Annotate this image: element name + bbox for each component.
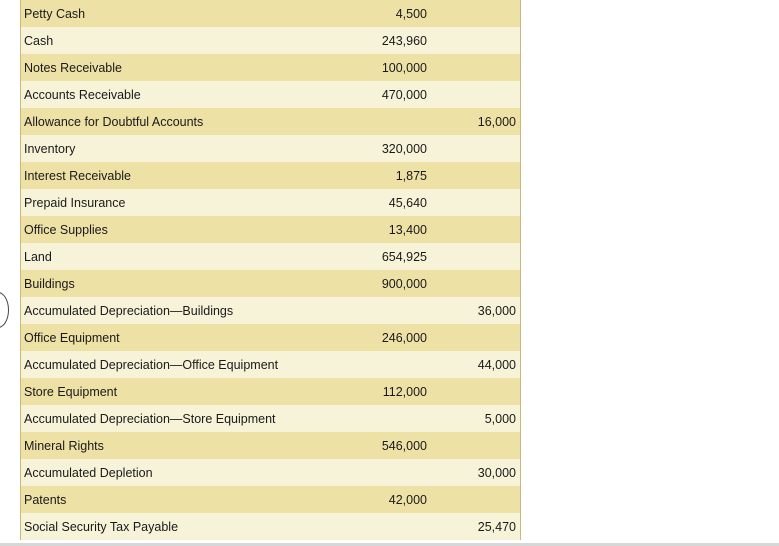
account-name: Inventory <box>24 141 76 156</box>
debit-amount: 1,875 <box>395 168 427 183</box>
debit-amount: 4,500 <box>395 6 427 21</box>
debit-amount: 654,925 <box>381 249 427 264</box>
account-name: Cash <box>24 33 54 48</box>
table-row <box>21 27 520 54</box>
table-row <box>21 432 520 459</box>
table-row <box>21 351 520 378</box>
account-name: Interest Receivable <box>24 168 132 183</box>
debit-amount: 13,400 <box>388 222 427 237</box>
table-row <box>21 513 520 540</box>
table-row <box>21 324 520 351</box>
account-name: Accounts Receivable <box>24 87 141 102</box>
account-name: Accumulated Depletion <box>24 465 153 480</box>
credit-amount: 25,470 <box>477 519 516 534</box>
debit-amount: 45,640 <box>388 195 427 210</box>
table-row <box>21 54 520 81</box>
account-name: Accumulated Depreciation—Store Equipment <box>24 411 276 426</box>
debit-amount: 42,000 <box>388 492 427 507</box>
table-row <box>21 405 520 432</box>
trial-balance-table <box>20 0 521 540</box>
account-name: Social Security Tax Payable <box>24 519 179 534</box>
account-name: Office Supplies <box>24 222 108 237</box>
account-name: Buildings <box>24 276 75 291</box>
table-row <box>21 378 520 405</box>
table-row <box>21 459 520 486</box>
credit-amount: 44,000 <box>477 357 516 372</box>
account-name: Land <box>24 249 52 264</box>
debit-amount: 470,000 <box>381 87 427 102</box>
debit-amount: 900,000 <box>381 276 427 291</box>
debit-amount: 100,000 <box>381 60 427 75</box>
table-row <box>21 162 520 189</box>
account-name: Office Equipment <box>24 330 120 345</box>
account-name: Petty Cash <box>24 6 86 21</box>
account-name: Prepaid Insurance <box>24 195 126 210</box>
account-name: Allowance for Doubtful Accounts <box>24 114 204 129</box>
table-row <box>21 108 520 135</box>
table-row <box>21 135 520 162</box>
debit-amount: 112,000 <box>382 384 427 399</box>
table-row <box>21 0 520 27</box>
table-row <box>21 243 520 270</box>
table-row <box>21 216 520 243</box>
credit-amount: 30,000 <box>477 465 516 480</box>
table-row <box>21 297 520 324</box>
account-name: Notes Receivable <box>24 60 122 75</box>
table-row <box>21 270 520 297</box>
step-indicator-circle[interactable] <box>0 292 9 328</box>
table-row <box>21 486 520 513</box>
debit-amount: 320,000 <box>381 141 427 156</box>
table-row <box>21 81 520 108</box>
account-name: Store Equipment <box>24 384 118 399</box>
table-row <box>21 189 520 216</box>
account-name: Patents <box>24 492 67 507</box>
credit-amount: 36,000 <box>477 303 516 318</box>
account-name: Mineral Rights <box>24 438 104 453</box>
debit-amount: 546,000 <box>381 438 427 453</box>
debit-amount: 246,000 <box>381 330 427 345</box>
debit-amount: 243,960 <box>381 33 427 48</box>
account-name: Accumulated Depreciation—Office Equipment <box>24 357 279 372</box>
credit-amount: 5,000 <box>484 411 516 426</box>
account-name: Accumulated Depreciation—Buildings <box>24 303 234 318</box>
credit-amount: 16,000 <box>477 114 516 129</box>
